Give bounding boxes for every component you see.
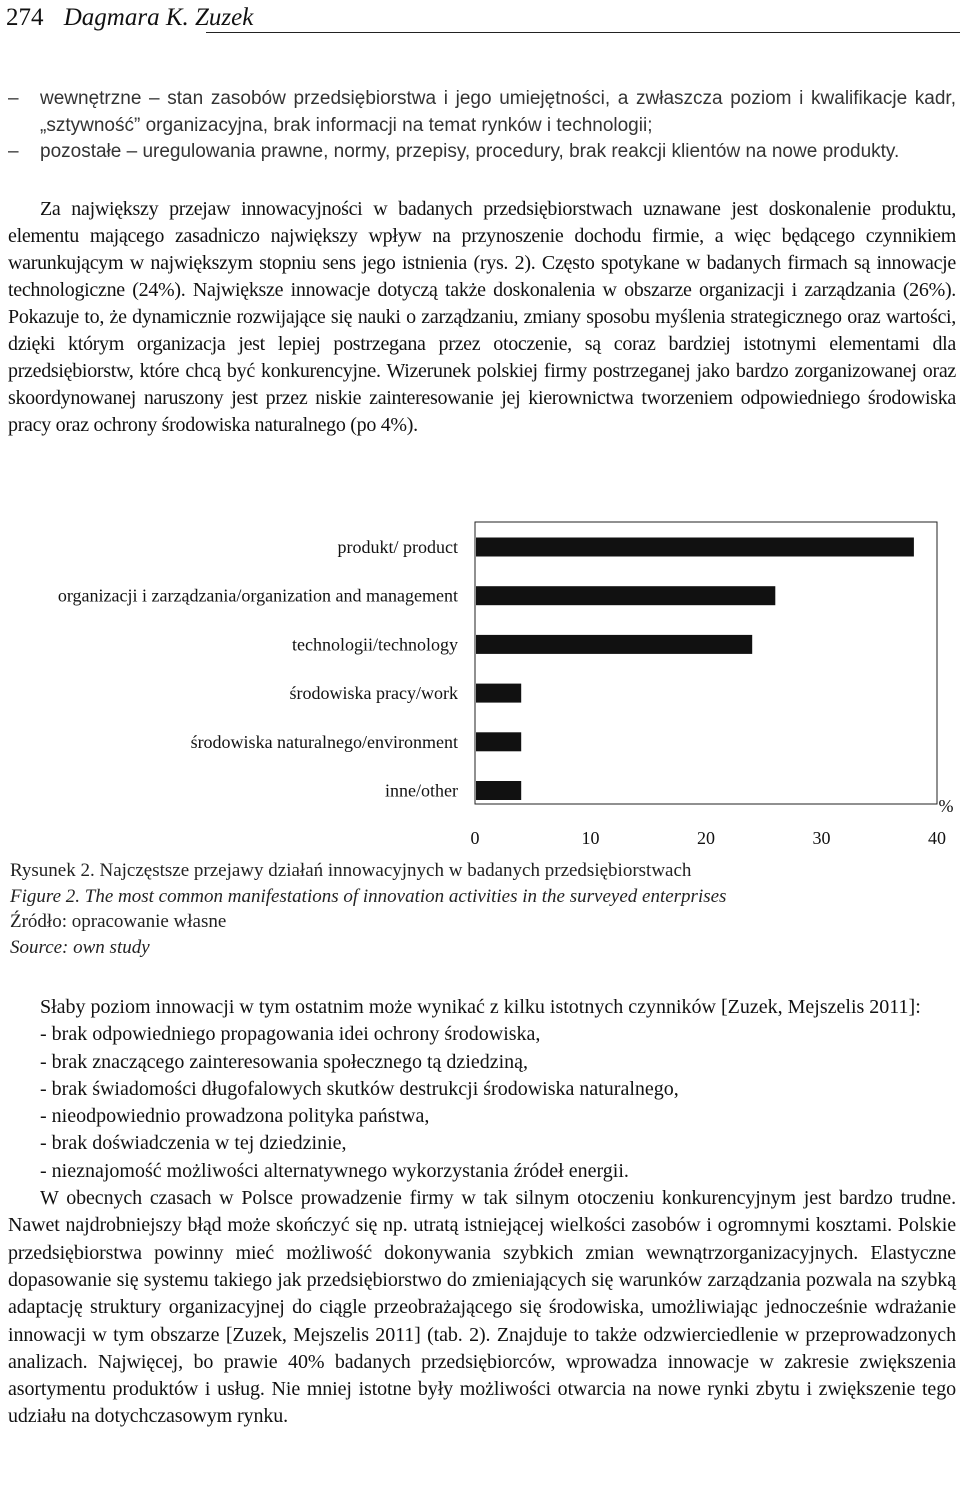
header-rule	[206, 32, 960, 33]
list-dash: –	[8, 88, 19, 109]
x-tick-label: 40	[928, 828, 946, 848]
x-tick-label: 10	[581, 828, 600, 848]
page-header	[6, 0, 960, 36]
bullet-item: - brak świadomości długofalowych skutków destrukcji środowiska naturalnego,	[40, 1077, 679, 1100]
figure-captions	[10, 858, 950, 960]
category-label: produkt/ product	[337, 537, 458, 557]
bullet-item: - brak znaczącego zainteresowania społecznego tą dziedziną,	[40, 1050, 529, 1073]
list-item-text: wewnętrzne – stan zasobów przedsiębiorstwa i jego umiejętności, a zwłaszcza poziom i kwalifikacje kadr, „sztywność” organizacyjna, brak informacji na temat rynków i technologii;	[40, 88, 956, 136]
source-caption-pl: Źródło: opracowanie własne	[10, 911, 227, 932]
source-caption-en: Source: own study	[10, 936, 150, 958]
bullet-item: - brak odpowiedniego propagowania idei ochrony środowiska,	[40, 1023, 541, 1046]
bar	[476, 635, 752, 654]
list-item	[8, 139, 956, 166]
plot-area-frame	[475, 522, 937, 804]
category-label: technologii/technology	[292, 634, 458, 655]
factor-list	[8, 86, 956, 166]
bullet-item: - nieznajomość możliwości alternatywnego wykorzystania źródeł energii.	[40, 1159, 629, 1182]
bar-chart	[0, 512, 960, 857]
bar	[476, 684, 521, 703]
list-dash: –	[8, 141, 19, 162]
category-label: organizacji i zarządzania/organization and management	[57, 585, 458, 606]
bar	[476, 732, 521, 751]
bullet-item: - brak doświadczenia w tej dziedzinie,	[40, 1132, 347, 1155]
list-item	[8, 86, 956, 139]
page-number: 274	[6, 4, 44, 31]
figure-caption-en: Figure 2. The most common manifestations of innovation activities in the surveyed enterprises	[10, 885, 727, 907]
body-paragraph-3: W obecnych czasach w Polsce prowadzenie firmy w tak silnym otoczeniu konkurencyjnym jest bardzo trudne. Nawet najdrobniejszy błąd może skończyć się np. utratą istniejącej wielkości zasobów i ogromnymi kosztami. Polskie przedsiębiorstwa powinny mieć możliwość dokonywania szybkich zmian wewnątrzorganizacyjnych. Elastyczne dopasowanie się systemu takiego jak przedsiębiorstwo do zmieniających się warunków zarządzania pozwala na szybką adaptację struktury organizacyjnej do ciągle przeobrażającego się środowiska, umożliwiając jednocześnie wdrażanie innowacji w tym obszarze [Zuzek, Mejszelis 2011] (tab. 2). Znajduje to także odzwierciedlenie w przeprowadzonych analizach. Najwięcej, bo prawie 40% badanych przedsiębiorców, wprowadza innowacje w zakresie zwiększenia asortymentu produktów i usług. Nie mniej istotne były możliwości otwarcia na nowe rynki zbytu i zwiększenie tego udziału na dotychczasowym rynku.	[8, 1187, 956, 1428]
bullet-item: - nieodpowiednio prowadzona polityka państwa,	[40, 1105, 430, 1128]
x-tick-label: 0	[470, 828, 480, 848]
category-label: środowiska naturalnego/environment	[190, 731, 458, 752]
category-label: środowiska pracy/work	[289, 683, 458, 704]
category-label: inne/other	[385, 780, 458, 801]
running-head-author: Dagmara K. Zuzek	[63, 4, 254, 31]
bar-chart-svg	[0, 512, 960, 857]
x-tick-label: 30	[812, 828, 831, 848]
body-paragraph-1: Za największy przejaw innowacyjności w badanych przedsiębiorstwach uznawane jest doskonalenie produktu, elementu mającego zasadniczo największy wpływ na przynoszenie dochodu firmie, a więc będącego czynnikiem warunkującym w największym stopniu sens jego istnienia (rys. 2). Często spotykane w badanych firmach są innowacje technologiczne (24%). Największe innowacje dotyczą także doskonalenia w obszarze organizacji i zarządzania (26%). Pokazuje to, że dynamicznie rozwijające się nauki o zarządzaniu, zmiany sposobu myślenia strategicznego oraz wartości, dzięki którym organizacja jest lepiej postrzegana przez otoczenie, są coraz bardziej istotnymi elementami dla przedsiębiorstw, które chcą być konkurencyjne. Wizerunek polskiej firmy postrzeganej jako bardzo zorganizowanej oraz skoordynowanej naruszony jest przez niskie zainteresowanie jej kierownictwa tworzeniem odpowiedniego środowiska pracy oraz ochrony środowiska naturalnego (po 4%).	[8, 198, 956, 436]
bar	[476, 538, 914, 557]
body-section-2	[8, 994, 956, 1431]
x-axis-unit-label: %	[938, 796, 954, 816]
bar	[476, 781, 521, 800]
body-paragraph-2: Słaby poziom innowacji w tym ostatnim może wynikać z kilku istotnych czynników [Zuzek, Mejszelis 2011]:	[40, 996, 921, 1018]
figure-caption-pl: Rysunek 2. Najczęstsze przejawy działań innowacyjnych w badanych przedsiębiorstwach	[10, 860, 692, 881]
x-tick-label: 20	[697, 828, 715, 848]
bar	[476, 586, 775, 605]
list-item-text: pozostałe – uregulowania prawne, normy, przepisy, procedury, brak reakcji klientów na nowe produkty.	[40, 141, 900, 162]
